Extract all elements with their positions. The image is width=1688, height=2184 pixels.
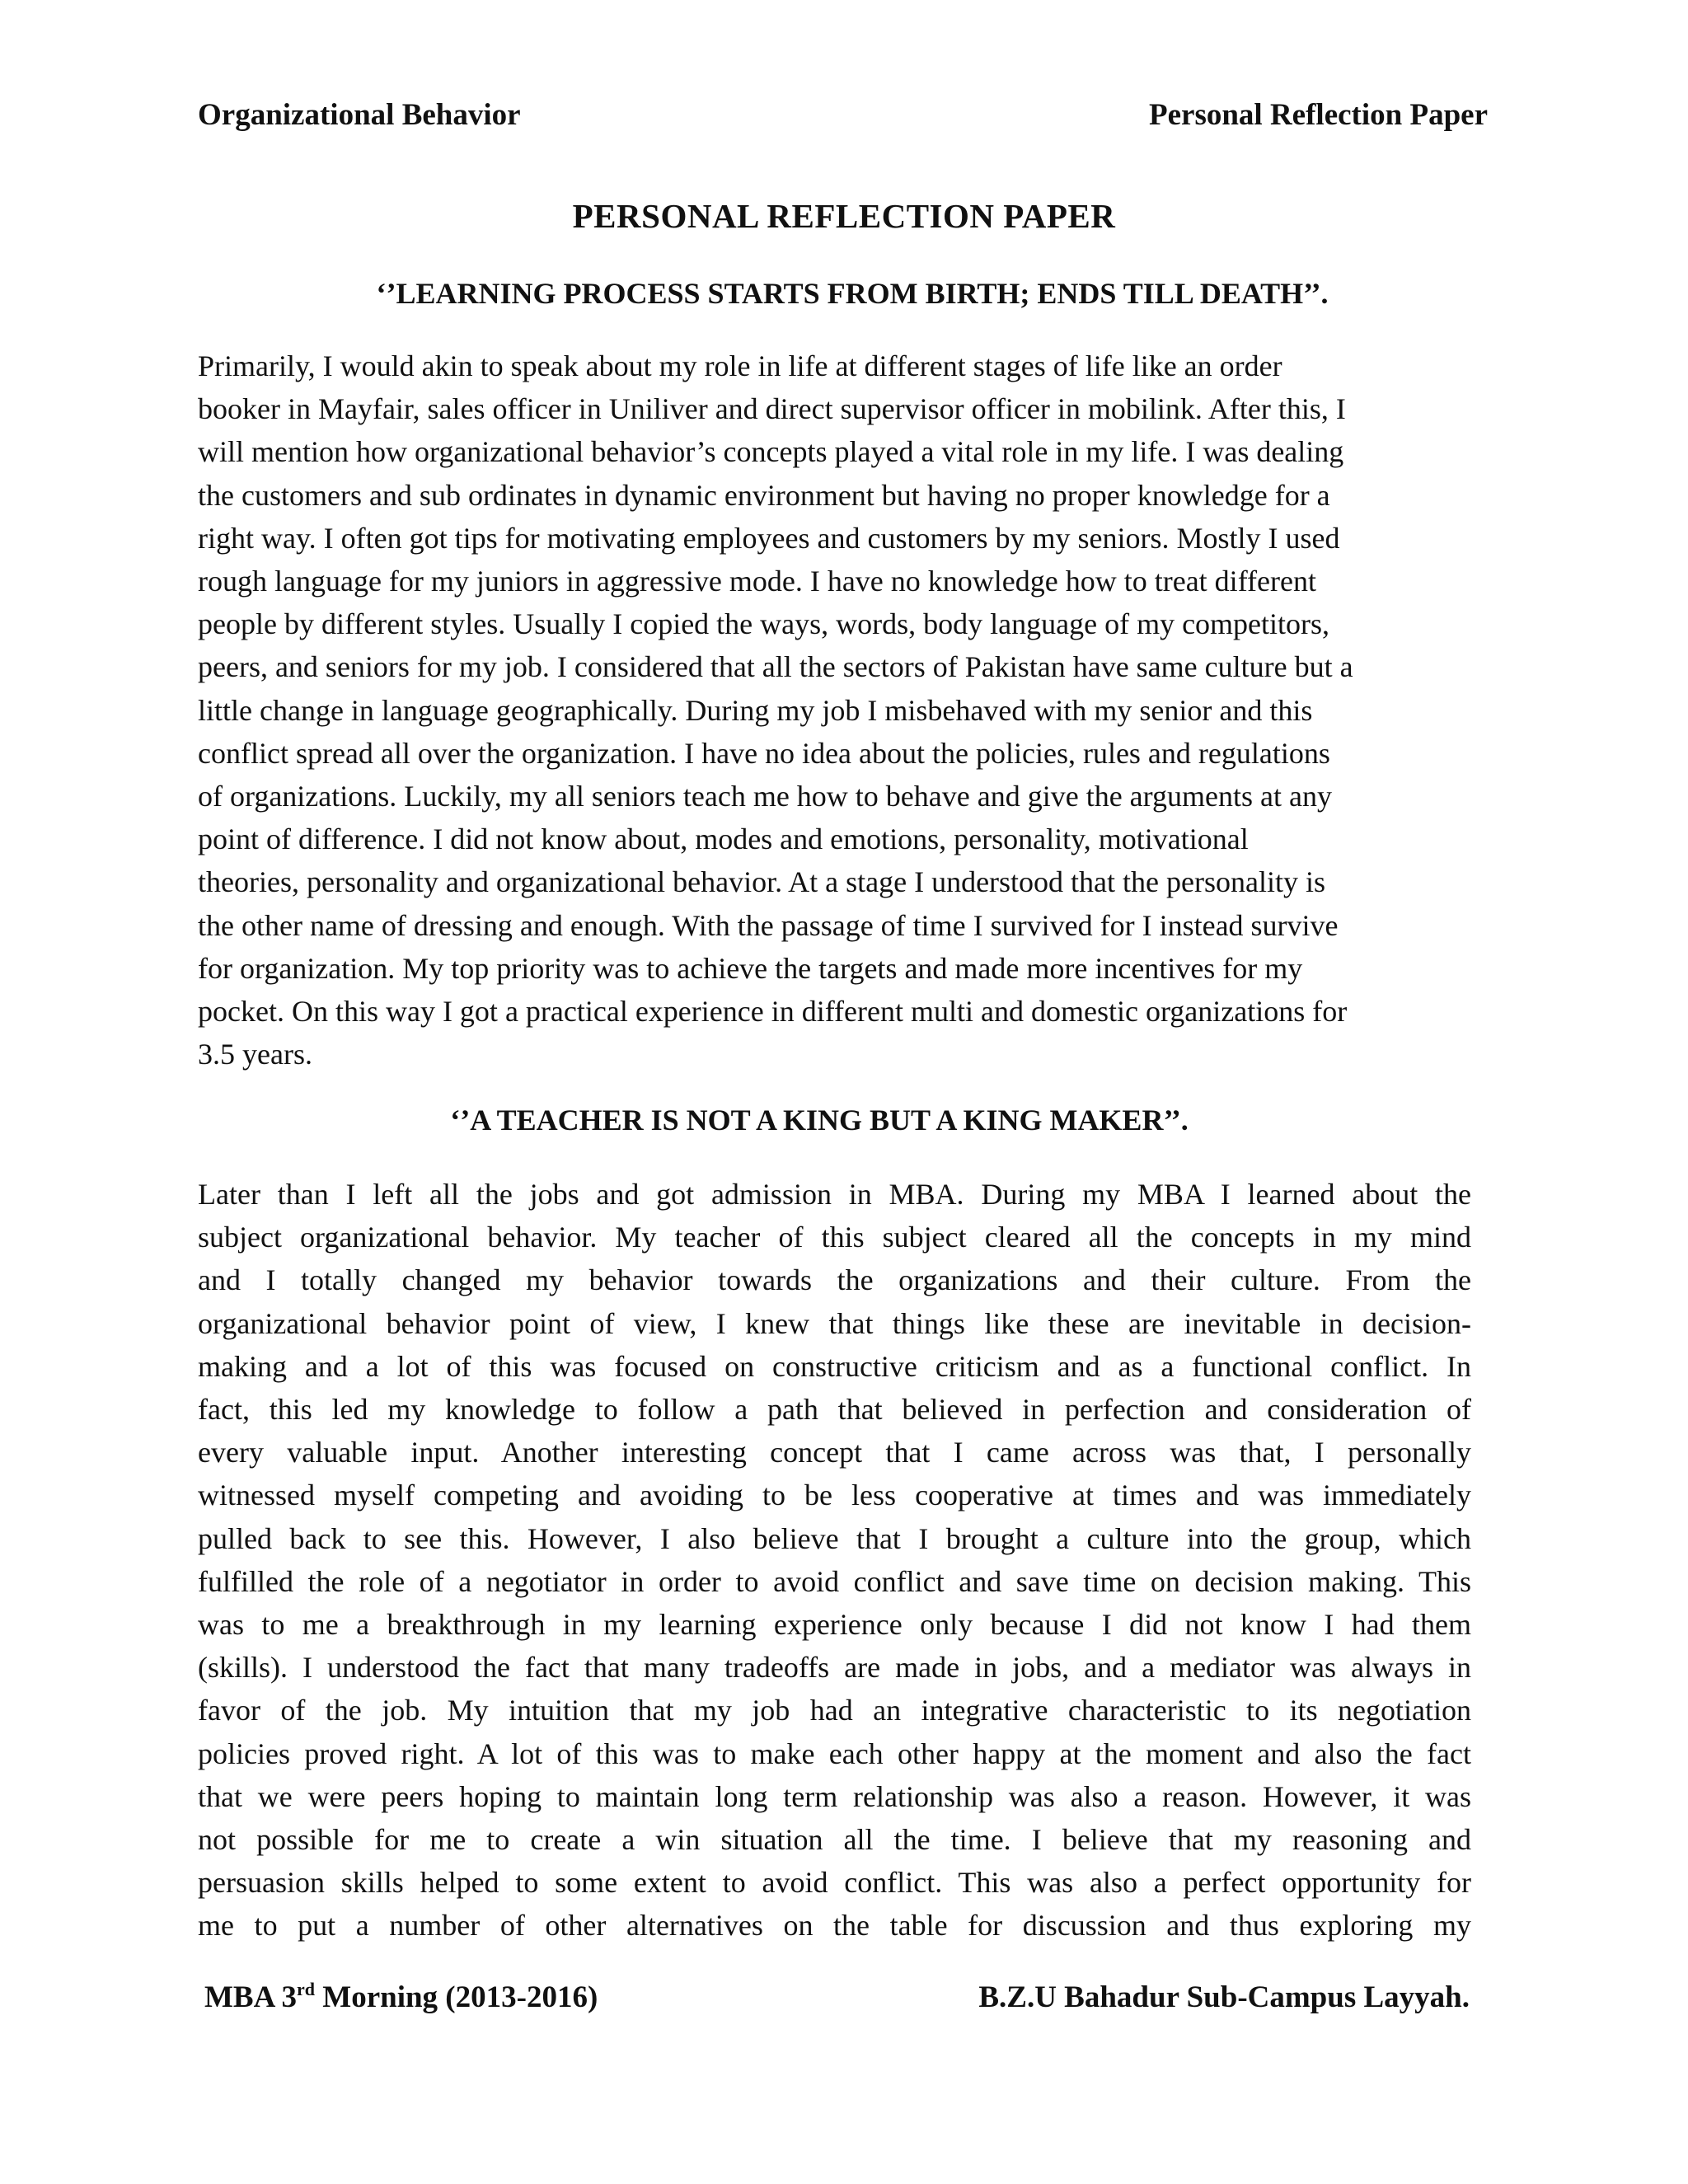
footer-program-prefix: MBA 3 bbox=[204, 1980, 298, 2014]
paragraph-line: was to me a breakthrough in my learning experience only because I did not know I had them bbox=[198, 1608, 1471, 1642]
section-2-quote-heading: ‘’A TEACHER IS NOT A KING BUT A KING MAKER’’. bbox=[450, 1104, 1189, 1137]
paragraph-line: subject organizational behavior. My teacher of this subject cleared all the concepts in my mind bbox=[198, 1221, 1471, 1254]
paragraph-line: that we were peers hoping to maintain long term relationship was also a reason. However, it was bbox=[198, 1779, 1471, 1813]
paragraph-line: right way. I often got tips for motivating employees and customers by my seniors. Mostly I used bbox=[198, 521, 1340, 555]
paragraph-line: rough language for my juniors in aggressive mode. I have no knowledge how to treat different bbox=[198, 565, 1316, 598]
paragraph-line: policies proved right. A lot of this was to make each other happy at the moment and also the fact bbox=[198, 1736, 1471, 1770]
paragraph-line: favor of the job. My intuition that my job had an integrative characteristic to its negotiation bbox=[198, 1694, 1471, 1727]
section-1-paragraph bbox=[198, 344, 1471, 1076]
paragraph-line: pocket. On this way I got a practical experience in different multi and domestic organizations for bbox=[198, 995, 1348, 1029]
paragraph-line: theories, personality and organizational behavior. At a stage I understood that the personality is bbox=[198, 865, 1325, 899]
footer-ordinal-suffix: rd bbox=[297, 1979, 316, 1999]
paragraph-line: people by different styles. Usually I copied the ways, words, body language of my competitors, bbox=[198, 607, 1330, 641]
paper-title: PERSONAL REFLECTION PAPER bbox=[572, 197, 1116, 235]
paragraph-line: the customers and sub ordinates in dynamic environment but having no proper knowledge for a bbox=[198, 478, 1330, 512]
paragraph-line: of organizations. Luckily, my all seniors teach me how to behave and give the arguments at any bbox=[198, 780, 1332, 813]
paragraph-line: every valuable input. Another interesting concept that I came across was that, I personally bbox=[198, 1436, 1471, 1469]
paragraph-line: the other name of dressing and enough. With the passage of time I survived for I instead survive bbox=[198, 908, 1339, 942]
paragraph-line: Later than I left all the jobs and got admission in MBA. During my MBA I learned about the bbox=[198, 1178, 1471, 1211]
paragraph-line: (skills). I understood the fact that many tradeoffs are made in jobs, and a mediator was always in bbox=[198, 1651, 1471, 1685]
footer-program bbox=[204, 1980, 598, 2015]
paragraph-line: me to put a number of other alternatives on the table for discussion and thus exploring my bbox=[198, 1909, 1471, 1943]
header-course-title: Organizational Behavior bbox=[198, 98, 521, 132]
footer-campus: B.Z.U Bahadur Sub-Campus Layyah. bbox=[978, 1980, 1470, 2014]
paragraph-line: not possible for me to create a win situation all the time. I believe that my reasoning and bbox=[198, 1823, 1471, 1857]
paragraph-line: peers, and seniors for my job. I considered that all the sectors of Pakistan have same culture but a bbox=[198, 650, 1353, 684]
paragraph-line: little change in language geographically. During my job I misbehaved with my senior and this bbox=[198, 693, 1313, 727]
paragraph-line: persuasion skills helped to some extent to avoid conflict. This was also a perfect opportunity for bbox=[198, 1866, 1471, 1900]
header-document-type: Personal Reflection Paper bbox=[1149, 98, 1488, 132]
paragraph-line: for organization. My top priority was to achieve the targets and made more incentives for my bbox=[198, 951, 1303, 985]
paragraph-line: fact, this led my knowledge to follow a path that believed in perfection and consideration of bbox=[198, 1393, 1471, 1427]
paragraph-line: organizational behavior point of view, I knew that things like these are inevitable in decision- bbox=[198, 1306, 1471, 1340]
paragraph-line: making and a lot of this was focused on constructive criticism and as a functional conflict. In bbox=[198, 1349, 1471, 1383]
running-footer bbox=[204, 1980, 1470, 2015]
running-header bbox=[198, 97, 1488, 133]
paragraph-line: 3.5 years. bbox=[198, 1038, 312, 1071]
paragraph-line: booker in Mayfair, sales officer in Uniliver and direct supervisor officer in mobilink. After this, I bbox=[198, 392, 1346, 426]
paragraph-line: conflict spread all over the organization. I have no idea about the policies, rules and regulations bbox=[198, 736, 1330, 770]
paragraph-line: Primarily, I would akin to speak about my role in life at different stages of life like an order bbox=[198, 349, 1282, 382]
footer-program-suffix: Morning (2013-2016) bbox=[315, 1980, 598, 2014]
paragraph-line: and I totally changed my behavior towards the organizations and their culture. From the bbox=[198, 1263, 1471, 1297]
section-2-paragraph bbox=[198, 1173, 1471, 1947]
paragraph-line: witnessed myself competing and avoiding to be less cooperative at times and was immediately bbox=[198, 1479, 1471, 1512]
paragraph-line: fulfilled the role of a negotiator in order to avoid conflict and save time on decision making. This bbox=[198, 1564, 1471, 1598]
section-1-quote-heading: ‘’LEARNING PROCESS STARTS FROM BIRTH; ENDS TILL DEATH’’. bbox=[376, 277, 1329, 310]
paragraph-line: pulled back to see this. However, I also believe that I brought a culture into the group, which bbox=[198, 1521, 1471, 1555]
paragraph-line: point of difference. I did not know about, modes and emotions, personality, motivational bbox=[198, 823, 1249, 856]
paragraph-line: will mention how organizational behavior’s concepts played a vital role in my life. I was dealing bbox=[198, 435, 1344, 469]
